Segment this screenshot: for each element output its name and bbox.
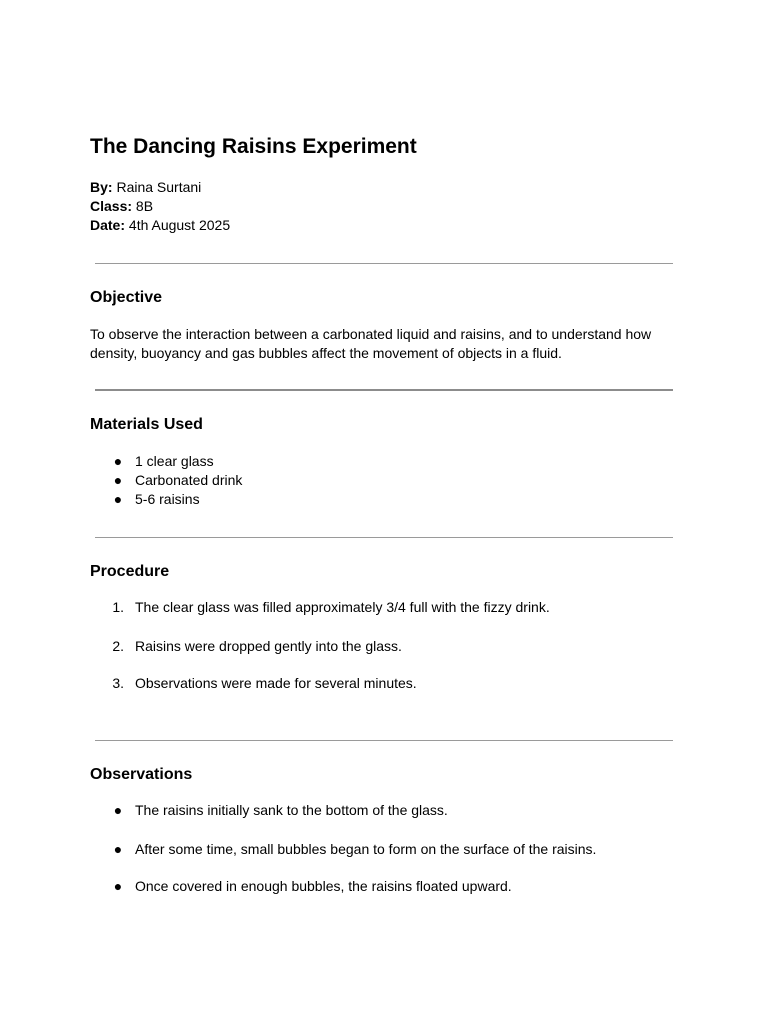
step-text: Observations were made for several minutes. — [135, 675, 417, 691]
meta-date-label: Date: — [90, 217, 126, 233]
objective-text: To observe the interaction between a carbonated liquid and raisins, and to understand how density, buoyancy and gas bubbles affect the movement of objects in a fluid. — [90, 326, 652, 361]
bullet-marker: ● — [113, 841, 123, 857]
divider — [95, 263, 673, 264]
meta-class-value: 8B — [135, 198, 154, 214]
meta-author-value: Raina Surtani — [116, 179, 202, 195]
divider — [95, 740, 673, 741]
observation-text: After some time, small bubbles began to form on the surface of the raisins. — [135, 841, 597, 857]
bullet-marker: ● — [113, 453, 123, 469]
meta-class-label: Class: — [90, 198, 133, 214]
observation-text: The raisins initially sank to the bottom of the glass. — [135, 802, 448, 818]
meta-author-label: By: — [90, 179, 113, 195]
observation-text: Once covered in enough bubbles, the raisins floated upward. — [135, 878, 512, 894]
section-heading-observations: Observations — [90, 766, 193, 783]
meta-class — [90, 197, 153, 216]
bullet-marker: ● — [113, 802, 123, 818]
meta-date-value: 4th August 2025 — [128, 217, 231, 233]
divider — [95, 389, 673, 391]
section-heading-objective: Objective — [90, 289, 163, 306]
section-heading-procedure: Procedure — [90, 563, 170, 580]
step-number: 3. — [112, 675, 124, 691]
step-number: 1. — [112, 599, 124, 615]
step-text: The clear glass was filled approximately 3/4 full with the fizzy drink. — [135, 599, 550, 615]
step-number: 2. — [112, 638, 124, 654]
bullet-marker: ● — [113, 878, 123, 894]
materials-item-text: Carbonated drink — [135, 472, 243, 488]
bullet-marker: ● — [113, 472, 123, 488]
materials-item-text: 1 clear glass — [135, 453, 214, 469]
meta-author — [90, 178, 201, 197]
bullet-marker: ● — [113, 491, 123, 507]
step-text: Raisins were dropped gently into the glass. — [135, 638, 402, 654]
materials-item-text: 5-6 raisins — [135, 491, 200, 507]
divider — [95, 537, 673, 538]
document-title: The Dancing Raisins Experiment — [90, 135, 417, 158]
meta-date — [90, 216, 230, 235]
section-heading-materials: Materials Used — [90, 416, 203, 433]
